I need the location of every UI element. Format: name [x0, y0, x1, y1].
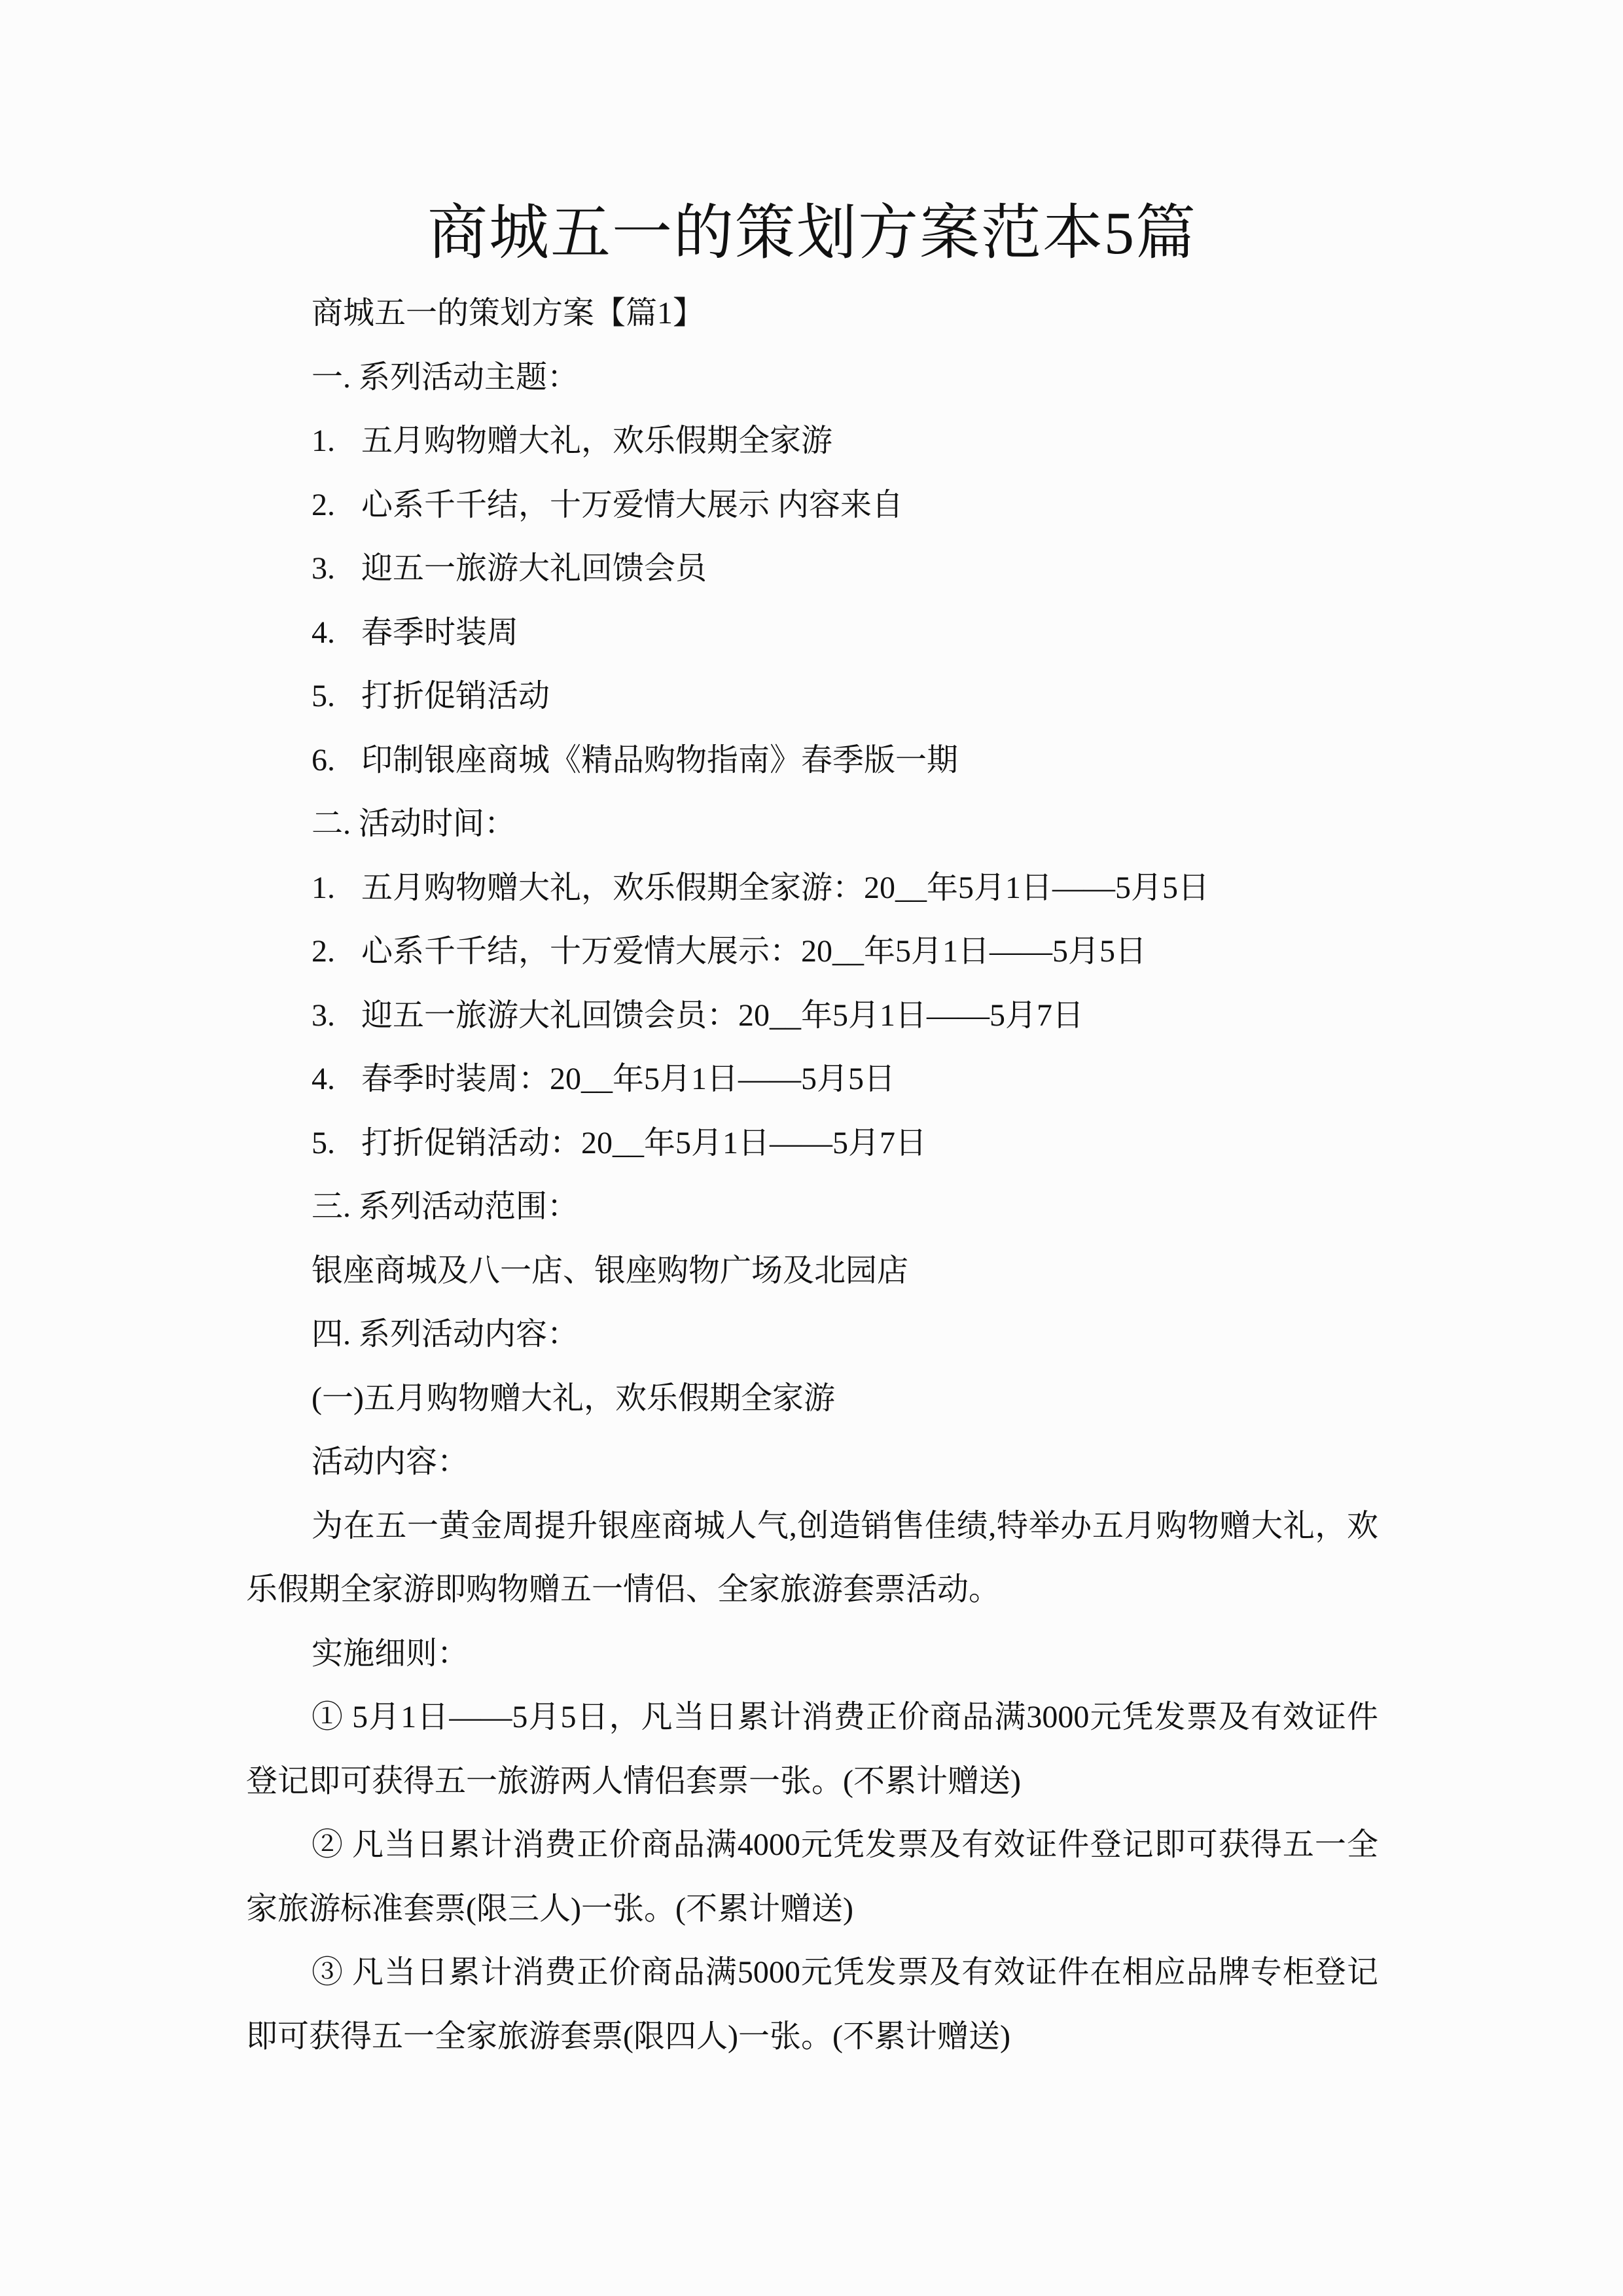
rule-paragraph: ② 凡当日累计消费正价商品满4000元凭发票及有效证件登记即可获得五一全家旅游标准套票(限三人)一张。(不累计赠送)	[246, 1827, 1378, 1926]
list-item	[246, 409, 1378, 473]
list-number: 3.	[312, 551, 335, 586]
list-item	[246, 601, 1378, 665]
list-number: 5.	[312, 679, 335, 713]
list-number: 2.	[312, 487, 335, 522]
list-item	[246, 856, 1378, 920]
list-number: 4.	[312, 615, 335, 650]
list-text: 打折促销活动：20__年5月1日——5月7日	[361, 1125, 927, 1160]
section-heading: 一. 系列活动主题：	[312, 359, 579, 395]
list-item	[246, 920, 1378, 984]
rule-paragraph: ③ 凡当日累计消费正价商品满5000元凭发票及有效证件在相应品牌专柜登记即可获得五一全家旅游套票(限四人)一张。(不累计赠送)	[246, 1955, 1378, 2054]
section-heading: 四. 系列活动内容：	[312, 1317, 579, 1352]
content-label: 活动内容：	[312, 1444, 469, 1479]
list-item	[246, 1047, 1378, 1111]
list-number: 1.	[312, 423, 335, 458]
list-number: 4.	[312, 1062, 335, 1096]
list-item	[246, 537, 1378, 601]
list-item	[246, 984, 1378, 1048]
list-text: 迎五一旅游大礼回馈会员：20__年5月1日——5月7日	[361, 997, 1084, 1033]
document-title: 商城五一的策划方案范本5篇	[427, 200, 1197, 266]
rules-label: 实施细则：	[312, 1636, 469, 1671]
content-paragraph: 为在五一黄金周提升银座商城人气,创造销售佳绩,特举办五月购物赠大礼，欢乐假期全家游即购物赠五一情侣、全家旅游套票活动。	[246, 1508, 1378, 1607]
section-text: 银座商城及八一店、银座购物广场及北园店	[312, 1253, 909, 1288]
list-item	[246, 728, 1378, 793]
list-text: 印制银座商城《精品购物指南》春季版一期	[361, 742, 959, 778]
list-text: 心系千千结，十万爱情大展示：20__年5月1日——5月5日	[361, 934, 1147, 969]
list-number: 2.	[312, 934, 335, 969]
list-text: 迎五一旅游大礼回馈会员	[361, 551, 707, 586]
document-body	[246, 281, 1378, 2068]
list-text: 五月购物赠大礼，欢乐假期全家游：20__年5月1日——5月5日	[361, 870, 1210, 905]
list-number: 3.	[312, 997, 335, 1033]
list-text: 春季时装周	[361, 615, 519, 650]
chapter-subtitle: 商城五一的策划方案【篇1】	[312, 296, 705, 331]
list-number: 6.	[312, 742, 335, 778]
rule-paragraph: ① 5月1日——5月5日，凡当日累计消费正价商品满3000元凭发票及有效证件登记即可获得五一旅游两人情侣套票一张。(不累计赠送)	[246, 1700, 1378, 1799]
list-text: 春季时装周：20__年5月1日——5月5日	[361, 1062, 896, 1096]
subsection-heading: (一)五月购物赠大礼，欢乐假期全家游	[312, 1380, 835, 1416]
section-heading: 二. 活动时间：	[312, 806, 516, 841]
list-item	[246, 664, 1378, 728]
list-item	[246, 473, 1378, 537]
list-text: 五月购物赠大礼，欢乐假期全家游	[361, 423, 833, 458]
section-heading: 三. 系列活动范围：	[312, 1189, 579, 1224]
list-item	[246, 1111, 1378, 1175]
list-number: 5.	[312, 1125, 335, 1160]
list-text: 打折促销活动	[361, 679, 550, 713]
list-text: 心系千千结，十万爱情大展示 内容来自	[361, 487, 904, 522]
list-number: 1.	[312, 870, 335, 905]
